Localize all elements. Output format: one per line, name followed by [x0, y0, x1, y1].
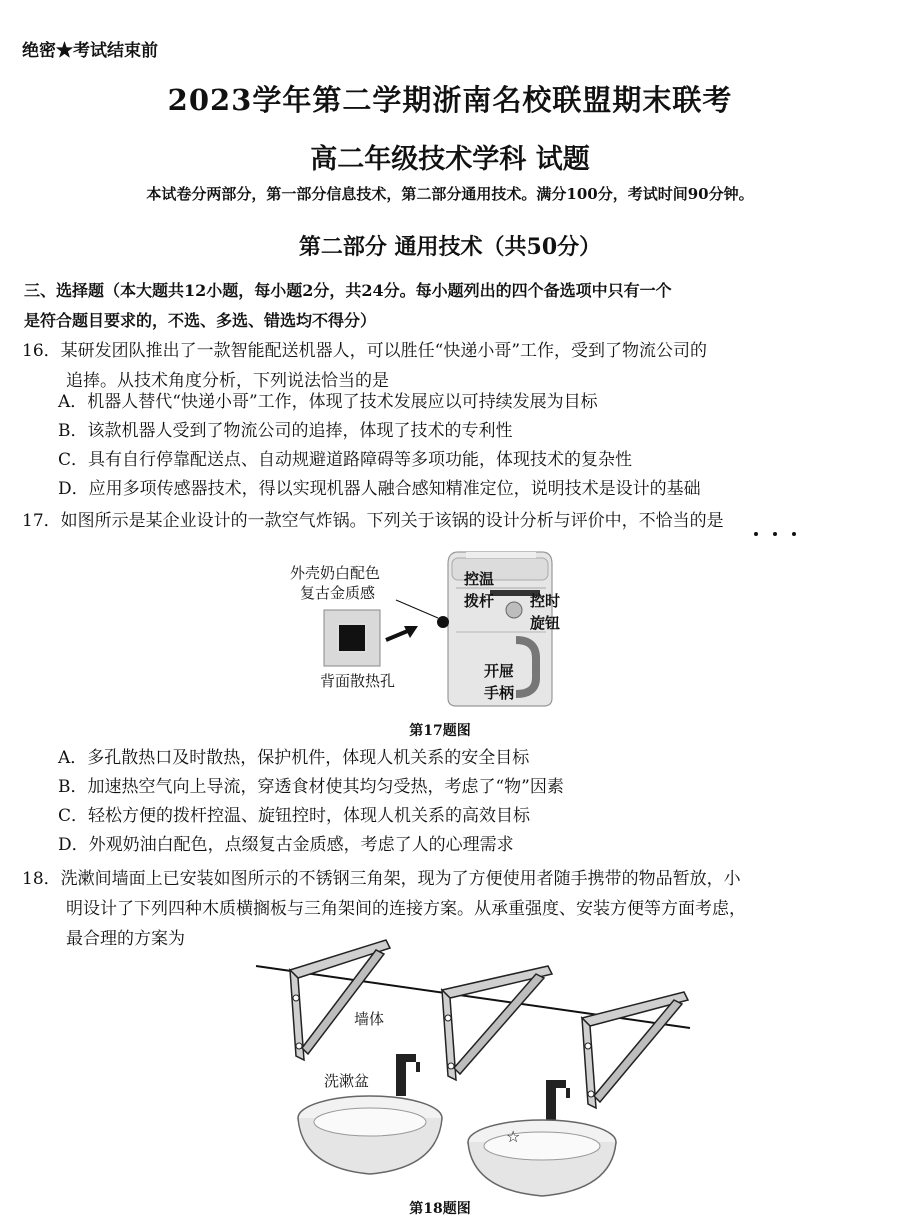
fryer-highlight	[466, 552, 536, 558]
faucet-1	[396, 1054, 420, 1096]
q16-line1: 16．某研发团队推出了一款智能配送机器人，可以胜任“快递小哥”工作，受到了物流公司的	[22, 341, 708, 361]
basin-1	[298, 1096, 442, 1174]
q17-option-c: C．轻松方便的拨杆控温、旋钮控时，体现人机关系的高效目标	[58, 806, 531, 826]
shell-pointer-dot	[437, 616, 449, 628]
q18-line2: 明设计了下列四种木质横搁板与三角架间的连接方案。从承重强度、安装方便等方面考虑，	[66, 899, 746, 919]
label-basin: 洗漱盆	[324, 1072, 370, 1090]
timer-knob	[506, 602, 522, 618]
q16-option-d: D．应用多项传感器技术，得以实现机器人融合感知精准定位，说明技术是设计的基础	[58, 479, 701, 499]
exam-title: 2023学年第二学期浙南名校联盟期末联考	[167, 83, 733, 117]
exam-subtitle: 高二年级技术学科 试题	[310, 144, 590, 175]
confidential-mark: 绝密★考试结束前	[22, 41, 158, 61]
basin-2	[468, 1120, 616, 1196]
question-16	[22, 336, 882, 396]
label-timer-2: 旋钮	[530, 614, 561, 632]
q16-option-c: C．具有自行停靠配送点、自动规避道路障碍等多项功能，体现技术的复杂性	[58, 450, 633, 470]
emphasis-dot	[792, 532, 796, 536]
label-shell-2: 复古金质感	[300, 584, 376, 602]
question-17	[22, 506, 892, 536]
figure-17-caption: 第17题图	[409, 723, 471, 739]
q17-option-b: B．加速热空气向上导流，穿透食材使其均匀受热，考虑了“物”因素	[58, 777, 564, 797]
section-heading	[24, 276, 884, 336]
bracket-2	[442, 966, 552, 1080]
label-shell-1: 外壳奶白配色	[290, 564, 381, 582]
section-heading-line1: 三、选择题（本大题共12小题，每小题2分，共24分。每小题列出的四个备选项中只有一个	[24, 281, 672, 300]
shell-pointer-line	[396, 600, 438, 618]
bracket-figure	[250, 930, 700, 1198]
label-temp-2: 拨杆	[464, 592, 495, 610]
label-wall: 墙体	[354, 1010, 385, 1028]
q17-option-a: A．多孔散热口及时散热，保护机件，体现人机关系的安全目标	[58, 748, 530, 768]
label-handle-2: 手柄	[484, 684, 515, 702]
label-vent: 背面散热孔	[320, 672, 396, 690]
q18-line1: 18．洗漱间墙面上已安装如图所示的不锈钢三角架，现为了方便使用者随手携带的物品暂放，小	[22, 869, 741, 889]
label-timer-1: 控时	[530, 592, 561, 610]
q17-line1: 17．如图所示是某企业设计的一款空气炸锅。下列关于该锅的设计分析与评价中，不恰当的是	[22, 511, 724, 531]
wall-line	[256, 966, 690, 1028]
emphasis-dot	[773, 532, 777, 536]
q16-options	[58, 388, 888, 504]
figure-18-caption: 第18题图	[409, 1201, 471, 1217]
faucet-2	[546, 1080, 570, 1124]
label-handle-1: 开屉	[484, 662, 515, 680]
q17-options	[58, 744, 888, 860]
star-mark: ☆	[506, 1127, 521, 1146]
emphasis-dot	[754, 532, 758, 536]
q17-option-d: D．外观奶油白配色，点缀复古金质感，考虑了人的心理需求	[58, 835, 514, 855]
q16-line2: 追捧。从技术角度分析，下列说法恰当的是	[66, 371, 389, 391]
q16-option-a: A．机器人替代“快递小哥”工作，体现了技术发展应以可持续发展为目标	[58, 392, 598, 412]
label-temp-1: 控温	[464, 570, 495, 588]
bracket-1	[290, 940, 390, 1060]
q16-option-b: B．该款机器人受到了物流公司的追捧，体现了技术的专利性	[58, 421, 513, 441]
section-heading-line2: 是符合题目要求的，不选、多选、错选均不得分）	[24, 311, 377, 330]
air-fryer-figure	[280, 548, 580, 712]
bracket-3	[582, 992, 688, 1108]
arrow-shaft	[386, 630, 410, 640]
exam-intro: 本试卷分两部分，第一部分信息技术，第二部分通用技术。满分100分，考试时间90分钟。	[146, 185, 754, 203]
vent-square	[338, 624, 366, 652]
part-title: 第二部分 通用技术（共50分）	[298, 234, 602, 260]
q18-line3: 最合理的方案为	[66, 929, 185, 949]
